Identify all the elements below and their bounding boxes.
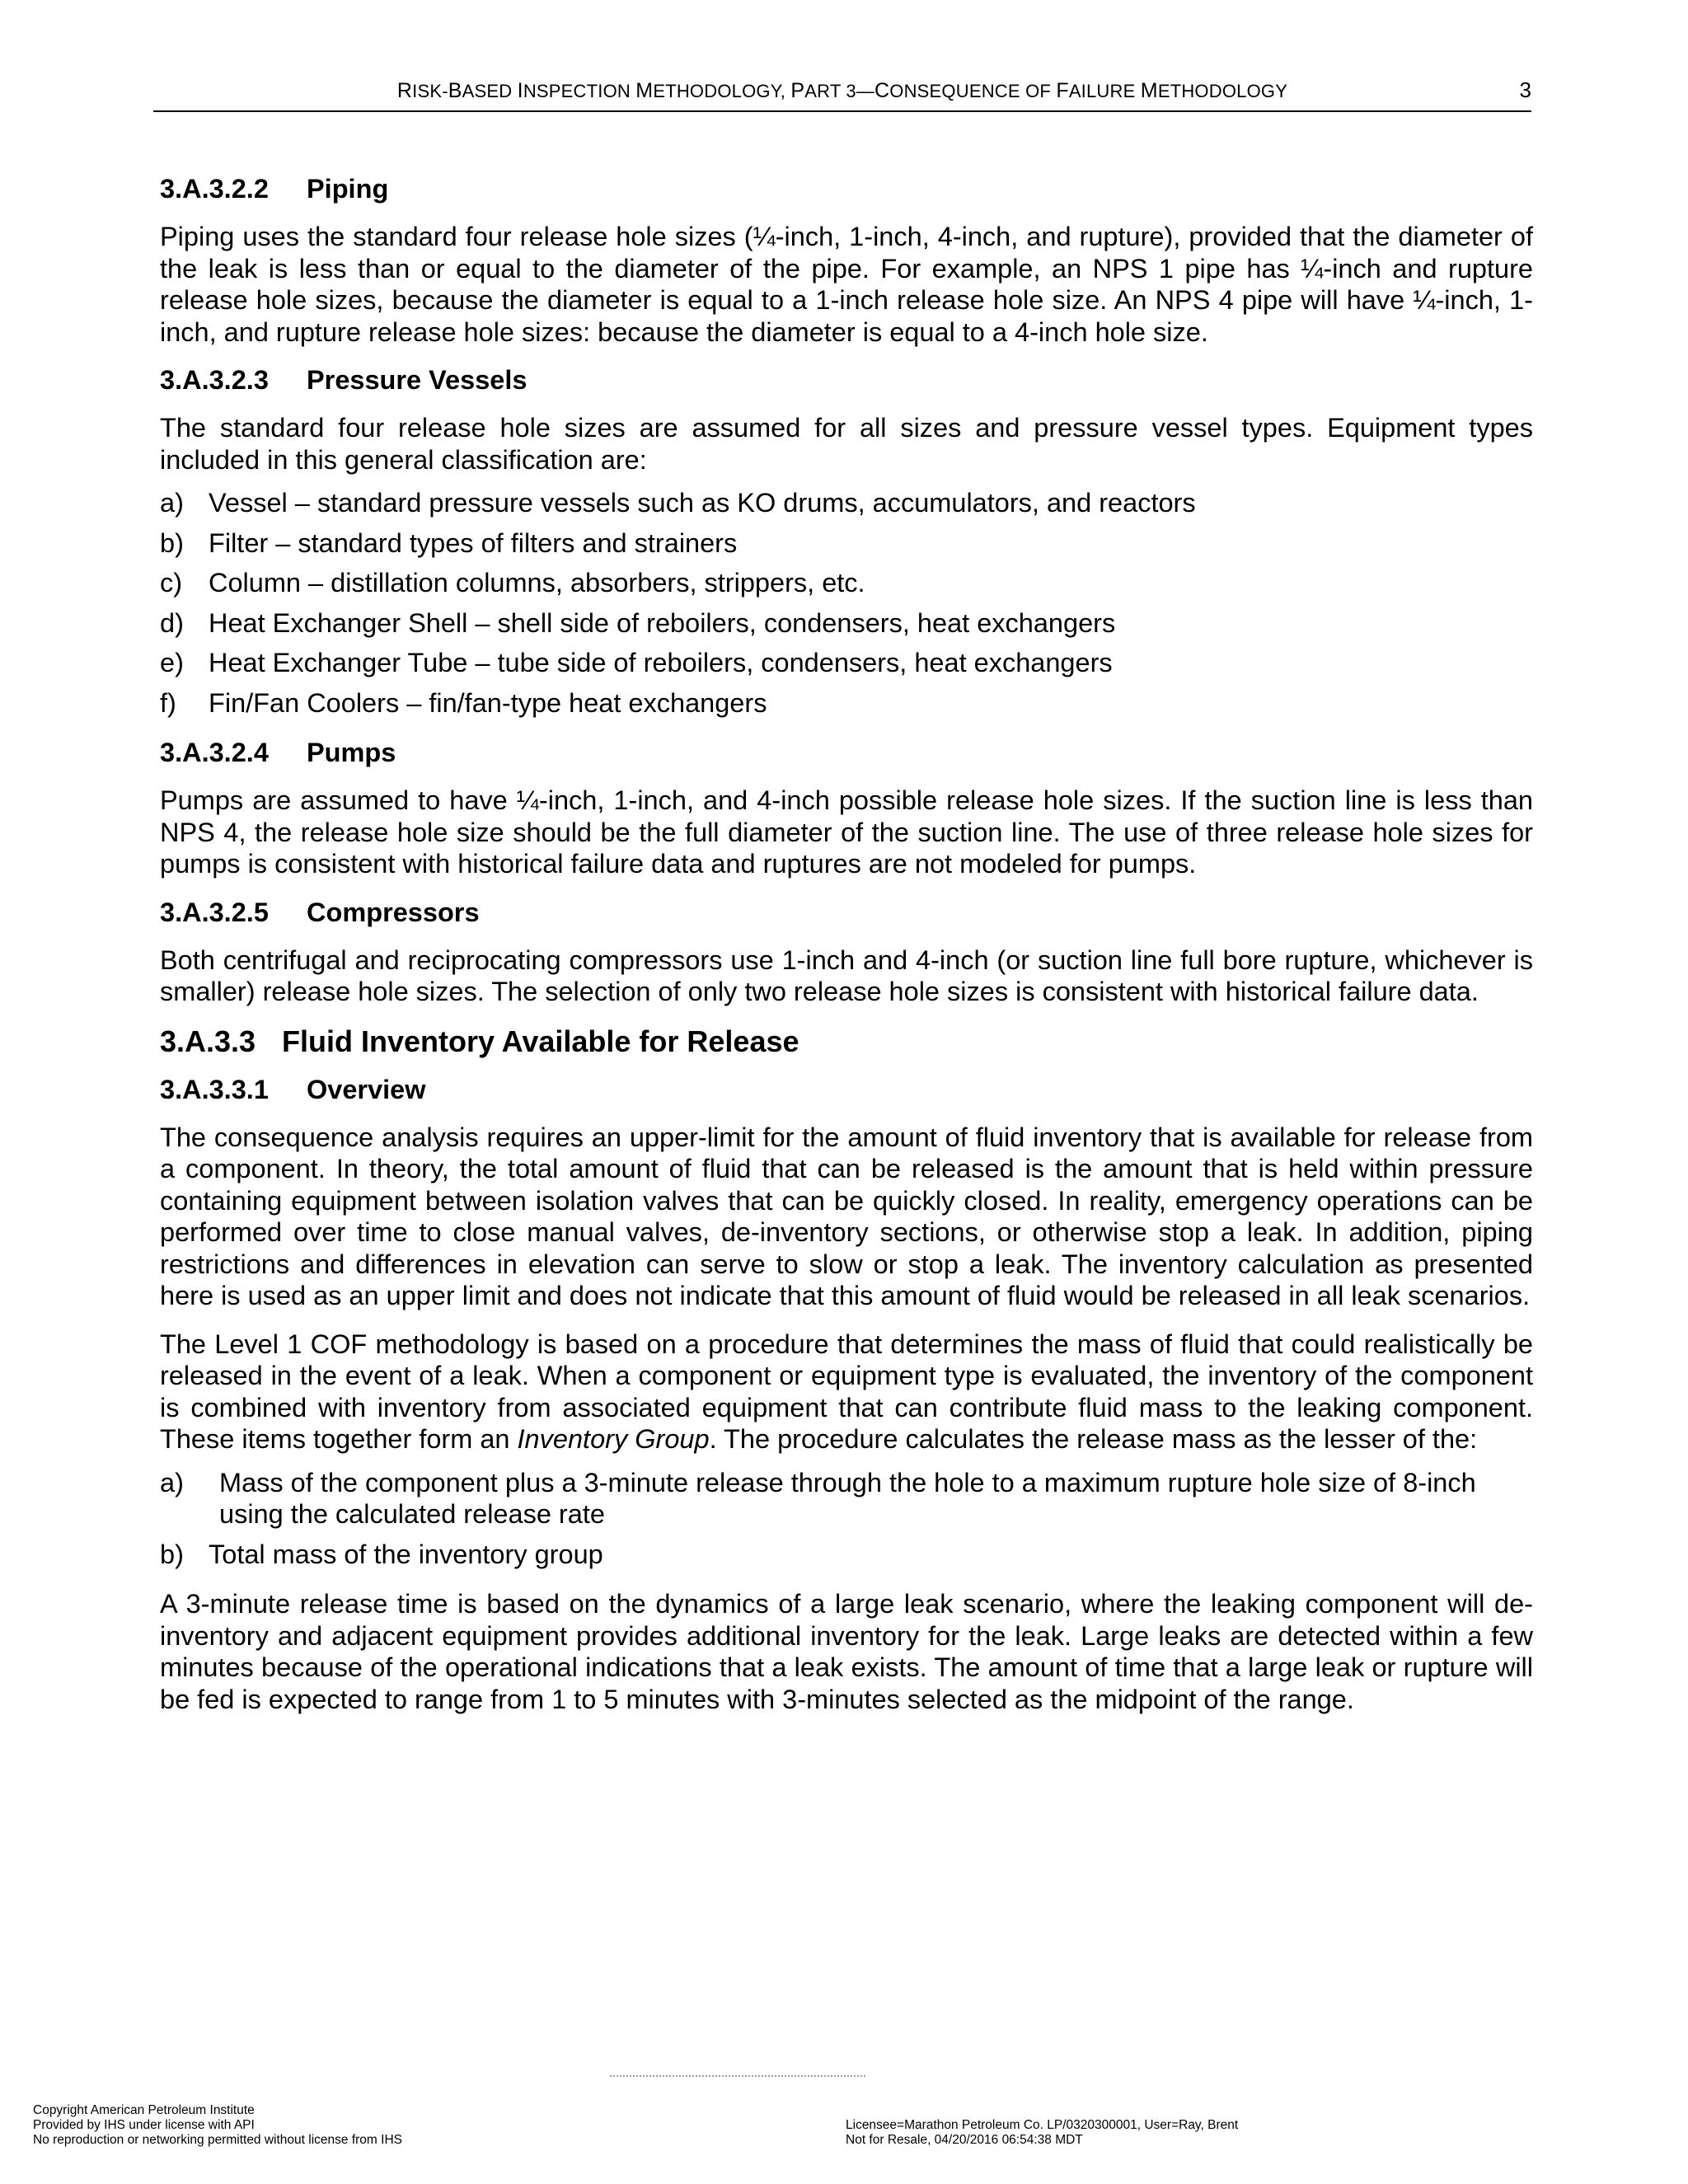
section-number: 3.A.3.2.5 (160, 897, 269, 927)
header-title-part: ONSEQUENCE OF (889, 81, 1057, 101)
paragraph: Both centrifugal and reciprocating compressors use 1-inch and 4-inch (or suction line full bore rupture, whichever is smaller) release hole sizes. The selection of only two release hole sizes is consistent with historical failure data. (160, 944, 1533, 1006)
list-item-text: Vessel – standard pressure vessels such as KO drums, accumulators, and reactors (209, 488, 1196, 518)
section-heading-pressure-vessels (160, 364, 1533, 396)
header-title-part: I (517, 79, 523, 102)
paragraph-text: The Level 1 COF methodology is based on a procedure that determines the mass of fluid that could realistically be released in the event of a leak. When a component or equipment type is evaluated, the inventory of the component is combined with inventory from associated equipment that can contribute fluid mass to the leaking component. These items together form an (160, 1329, 1533, 1454)
list-marker: d) (160, 607, 184, 638)
paragraph: A 3-minute release time is based on the dynamics of a large leak scenario, where the leaking component will de-inventory and adjacent equipment provides additional inventory for the leak. Large leaks are detected within a few minutes because of the operational indications that a leak exists. The amount of time that a large leak or rupture will be fed is expected to range from 1 to 5 minutes with 3-minutes selected as the midpoint of the range. (160, 1589, 1533, 1714)
inventory-group-term: Inventory Group (517, 1424, 710, 1454)
footer-line: Licensee=Marathon Petroleum Co. LP/0320300001, User=Ray, Brent (846, 2118, 1239, 2132)
section-number: 3.A.3.2.2 (160, 174, 269, 204)
equipment-type-list (160, 487, 1533, 719)
page-body (160, 173, 1533, 1732)
list-marker: a) (160, 1467, 184, 1497)
header-title-part: B (448, 79, 462, 102)
section-heading-piping (160, 173, 1533, 204)
header-title-part: ART 3— (804, 81, 875, 101)
section-title: Pressure Vessels (307, 365, 528, 395)
header-title-part: F (1056, 79, 1069, 102)
list-item-text: Fin/Fan Coolers – fin/fan-type heat exchangers (209, 687, 767, 718)
paragraph (160, 1329, 1533, 1455)
header-title-part: ISK- (412, 81, 448, 101)
paragraph: The standard four release hole sizes are assumed for all sizes and pressure vessel types. Equipment types included in this general classification are: (160, 413, 1533, 475)
list-item (160, 607, 1533, 640)
list-marker: a) (160, 488, 184, 518)
section-heading-compressors (160, 897, 1533, 928)
list-item (160, 567, 1533, 599)
list-item (160, 487, 1533, 519)
section-title: Compressors (307, 897, 480, 927)
release-mass-list (160, 1467, 1533, 1571)
section-heading-overview (160, 1074, 1533, 1105)
header-title (153, 79, 1531, 103)
list-item-text: Column – distillation columns, absorbers, strippers, etc. (209, 568, 865, 598)
section-heading-fluid-inventory (160, 1024, 1533, 1059)
section-heading-pumps (160, 737, 1533, 768)
page-number: 3 (1519, 77, 1531, 102)
list-item (160, 1539, 1533, 1571)
section-number: 3.A.3.3.1 (160, 1074, 269, 1104)
list-marker: c) (160, 568, 183, 598)
list-item (160, 687, 1533, 719)
list-marker: f) (160, 687, 176, 718)
section-title: Overview (307, 1074, 426, 1104)
list-item (160, 527, 1533, 560)
list-item-text: Heat Exchanger Shell – shell side of reboilers, condensers, heat exchangers (209, 607, 1116, 638)
section-title: Pumps (307, 738, 396, 767)
header-title-part: C (874, 79, 890, 102)
header-title-part: M (1140, 79, 1158, 102)
list-item-text: Mass of the component plus a 3-minute release through the hole to a maximum rupture hole size of 8-inch using the calculated release rate (219, 1467, 1476, 1529)
list-marker: b) (160, 1539, 184, 1569)
list-item-text: Filter – standard types of filters and strainers (209, 527, 738, 558)
running-header (153, 76, 1531, 112)
header-title-part: AILURE (1068, 81, 1141, 101)
list-marker: b) (160, 527, 184, 558)
header-title-part: ETHODOLOGY (1157, 81, 1288, 101)
header-title-part: P (790, 79, 805, 102)
list-item-text: Heat Exchanger Tube – tube side of reboilers, condensers, heat exchangers (209, 648, 1113, 677)
footer-watermark-dots (610, 2075, 865, 2085)
paragraph: Pumps are assumed to have ¼-inch, 1-inch, and 4-inch possible release hole sizes. If the suction line is less than NPS 4, the release hole size should be the full diameter of the suction line. The use of three release hole sizes for pumps is consistent with historical failure data and ruptures are not modeled for pumps. (160, 785, 1533, 879)
header-title-part: R (396, 79, 413, 102)
list-item-text: Total mass of the inventory group (209, 1539, 603, 1569)
footer-line: Provided by IHS under license with API (33, 2118, 255, 2132)
list-item (160, 1467, 1533, 1530)
section-title: Fluid Inventory Available for Release (282, 1024, 799, 1058)
footer-line: Copyright American Petroleum Institute (33, 2103, 255, 2117)
list-marker: e) (160, 648, 184, 677)
header-title-part: M (635, 79, 654, 102)
header-title-part: ASED (462, 81, 518, 101)
section-title: Piping (307, 174, 389, 204)
list-item (160, 647, 1533, 679)
paragraph-text: . The procedure calculates the release mass as the lesser of the: (709, 1424, 1478, 1454)
footer-line: Not for Resale, 04/20/2016 06:54:38 MDT (846, 2133, 1083, 2147)
header-title-part: NSPECTION (523, 81, 636, 101)
paragraph: The consequence analysis requires an upper-limit for the amount of fluid inventory that is available for release from a component. In theory, the total amount of fluid that can be released is the amount that is held within pressure containing equipment between isolation valves that can be quickly closed. In reality, emergency operations can be performed over time to close manual valves, de-inventory sections, or otherwise stop a leak. In addition, piping restrictions and differences in elevation can serve to slow or stop a leak. The inventory calculation as presented here is used as an upper limit and does not indicate that this amount of fluid would be released in all leak scenarios. (160, 1122, 1533, 1310)
footer-line: No reproduction or networking permitted without license from IHS (33, 2133, 402, 2147)
footer-license (846, 2118, 1238, 2148)
footer-copyright (33, 2103, 402, 2148)
section-number: 3.A.3.2.4 (160, 738, 269, 767)
section-number: 3.A.3.3 (160, 1024, 256, 1058)
header-title-part: ETHODOLOGY, (653, 81, 791, 101)
paragraph: Piping uses the standard four release hole sizes (¼-inch, 1-inch, 4-inch, and rupture), provided that the diameter of the leak is less than or equal to the diameter of the pipe. For example, an NPS 1 pipe has ¼-inch and rupture release hole sizes, because the diameter is equal to a 1-inch release hole size. An NPS 4 pipe will have ¼-inch, 1-inch, and rupture release hole sizes: because the diameter is equal to a 4-inch hole size. (160, 222, 1533, 347)
section-number: 3.A.3.2.3 (160, 365, 269, 395)
